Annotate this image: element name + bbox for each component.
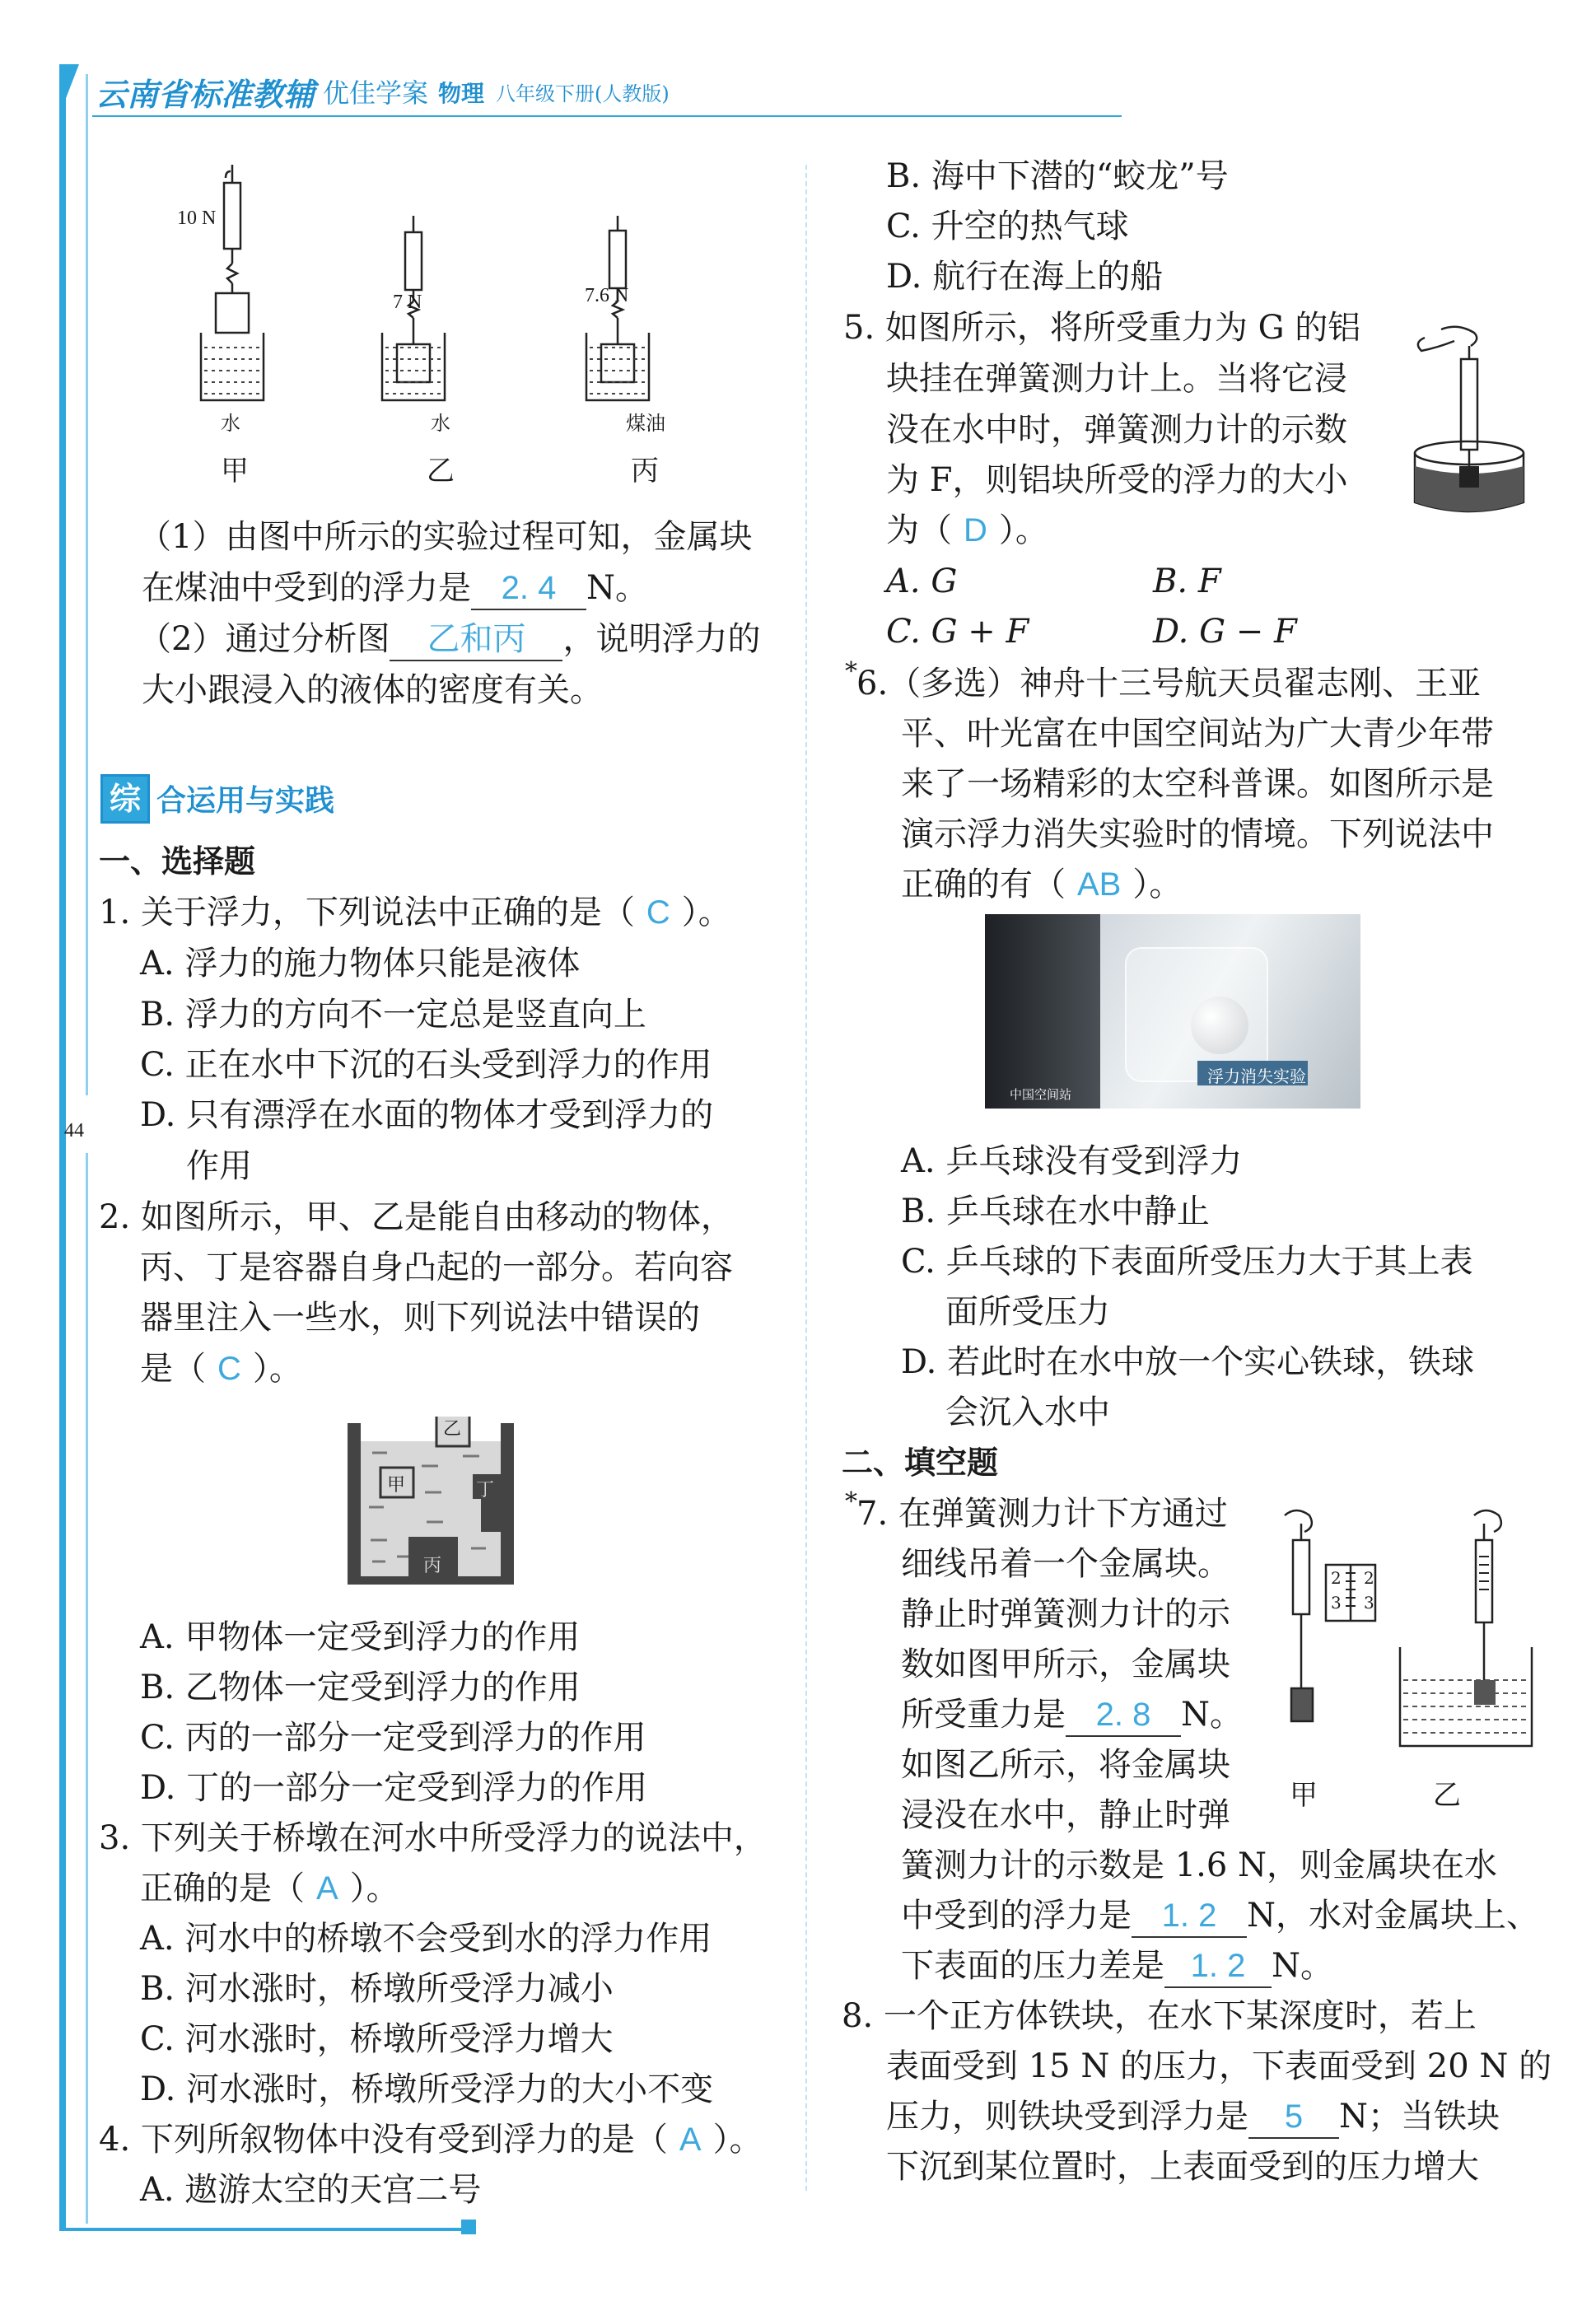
q2-option-d: D. 丁的一部分一定受到浮力的作用: [140, 1769, 648, 1807]
q6-option-b: B. 乒乓球在水中静止: [901, 1193, 1210, 1230]
q2-line-2: 丙、丁是容器自身凸起的一部分。若向容: [140, 1249, 733, 1286]
q1-stem: [99, 888, 731, 938]
q6-line-5-end: ）。: [1132, 866, 1183, 903]
section-title: 合运用与实践: [156, 784, 335, 818]
q-top-line-1: （1）由图中所示的实验过程可知，金属块: [138, 518, 753, 556]
q4-stem: [99, 2115, 763, 2165]
q5-line-5-text: 为（: [886, 511, 952, 549]
q8-line-4: 下沉到某位置时，上表面受到的压力增大: [886, 2148, 1479, 2186]
header-grade: 八年级下册(人教版): [496, 82, 670, 105]
q7-line-2: 细线吊着一个金属块。: [901, 1545, 1230, 1583]
q5-line-5-end: ）。: [998, 511, 1048, 549]
q3-line-2: [140, 1864, 399, 1914]
q4-option-d: D. 航行在海上的船: [886, 258, 1164, 296]
q7-line-3: 静止时弹簧测力计的示: [901, 1595, 1230, 1633]
q7-answer-1: 2. 8: [1066, 1694, 1181, 1737]
q6-line-4: 演示浮力消失实验时的情境。下列说法中: [901, 815, 1494, 853]
q5-line-4: 为 F，则铝块所受的浮力的大小: [886, 461, 1348, 499]
header-brand: 云南省标准教辅: [96, 76, 315, 113]
q5-figure: [1400, 313, 1540, 527]
q3-line-1: 3. 下列关于桥墩在河水中所受浮力的说法中，: [99, 1819, 767, 1857]
q6-line-3: 来了一场精彩的太空科普课。如图所示是: [901, 765, 1494, 803]
q1-stem-text: 1. 关于浮力，下列说法中正确的是（: [99, 894, 635, 931]
q5-line-2: 块挂在弹簧测力计上。当将它浸: [886, 360, 1347, 398]
q6-option-a: A. 乒乓球没有受到浮力: [901, 1142, 1243, 1180]
q6-photo-dark-left: [985, 914, 1100, 1109]
header-series: 优佳学案: [323, 77, 429, 109]
header-flag: [59, 64, 79, 115]
part-1-title: 一、选择题: [99, 843, 256, 880]
left-margin-thin-2: [86, 1153, 88, 2224]
q5-answer: D: [964, 512, 987, 548]
q2-fig-label-ding: 丁: [476, 1480, 495, 1501]
q6-option-d: D. 若此时在水中放一个实心铁球，铁球: [901, 1343, 1475, 1381]
q7-figure: [1268, 1499, 1548, 1762]
q4-option-b: B. 海中下潜的“蛟龙”号: [886, 157, 1229, 195]
q7-scale-mark-3-right: 3: [1364, 1593, 1374, 1613]
q6-option-c-cont: 面所受压力: [945, 1293, 1110, 1331]
q-top-line-2: [142, 563, 648, 614]
q8-line-1: 8. 一个正方体铁块，在水下某深度时，若上: [842, 1997, 1477, 2035]
q5-line-3: 没在水中时，弹簧测力计的示数: [886, 411, 1347, 449]
q2-container-figure: [348, 1417, 514, 1585]
q3-line-2-text: 正确的是（: [140, 1870, 305, 1907]
q6-option-d-cont: 会沉入水中: [945, 1393, 1110, 1431]
figure-spring-scales: [165, 156, 725, 494]
q7-scale-mark-2-right: 2: [1364, 1568, 1374, 1588]
q6-line-5: [901, 860, 1182, 910]
header-subject: 物理: [438, 80, 485, 107]
q6-photo-ball: [1191, 997, 1248, 1054]
q2-line-1: 2. 如图所示，甲、乙是能自由移动的物体，: [99, 1198, 734, 1236]
part-2-title: 二、填空题: [842, 1445, 999, 1481]
header: [59, 64, 1064, 117]
q6-line-5-text: 正确的有（: [901, 866, 1066, 903]
answer-blank-yi-bing: 乙和丙: [390, 619, 562, 661]
liquid-2: 水: [431, 412, 450, 435]
q7-line-4: 数如图甲所示，金属块: [901, 1645, 1230, 1683]
q8-line-2: 表面受到 15 N 的压力，下表面受到 20 N 的: [886, 2047, 1552, 2085]
liquid-3: 煤油: [626, 412, 665, 435]
column-divider: [805, 165, 807, 2191]
q-top-line-3-end: ，说明浮力的: [562, 620, 761, 658]
q1-option-d-cont: 作用: [186, 1147, 252, 1185]
q7-line-8: 簧测力计的示数是 1.6 N，则金属块在水: [901, 1846, 1498, 1884]
q2-answer: C: [217, 1351, 241, 1387]
q7-scale-mark-3-left: 3: [1331, 1593, 1342, 1613]
q1-option-d: D. 只有漂浮在水面的物体才受到浮力的: [140, 1096, 714, 1134]
q-top-line-2-unit: N。: [586, 569, 648, 607]
q-top-line-3-text: （2）通过分析图: [138, 620, 390, 658]
q1-stem-end: ）。: [681, 894, 731, 931]
header-rule: [92, 115, 1122, 117]
label-bing: 丙: [631, 455, 659, 488]
q7-line-5-text: 所受重力是: [901, 1696, 1066, 1734]
q3-answer: A: [316, 1870, 338, 1907]
left-margin-thin: [86, 74, 88, 1095]
q7-line-5-unit: N。: [1181, 1696, 1243, 1734]
q6-line-1: 6.（多选）神舟十三号航天员翟志刚、王亚: [856, 665, 1482, 703]
page-number: 44: [64, 1120, 84, 1141]
liquid-1: 水: [221, 412, 240, 435]
q6-answer: AB: [1077, 866, 1122, 903]
q4-answer: A: [679, 2122, 702, 2158]
q2-option-b: B. 乙物体一定受到浮力的作用: [140, 1669, 581, 1706]
label-yi: 乙: [427, 455, 455, 488]
q8-answer: 5: [1248, 2096, 1339, 2139]
bottom-rule: [59, 2228, 467, 2231]
q7-fig-label-yi: 乙: [1433, 1779, 1461, 1812]
q5-line-1: 5. 如图所示，将所受重力为 G 的铝: [843, 309, 1361, 347]
left-margin-bar: [59, 70, 66, 2228]
q5-line-5: [886, 506, 1048, 556]
q4-option-c: C. 升空的热气球: [886, 208, 1129, 245]
q7-answer-3: 1. 2: [1164, 1945, 1272, 1988]
q7-line-10-unit: N。: [1272, 1947, 1333, 1985]
q7-line-9-end: N，水对金属块上、: [1247, 1897, 1539, 1935]
reading-1: 10 N: [177, 208, 217, 229]
q7-line-7: 浸没在水中，静止时弹: [901, 1796, 1230, 1834]
q2-line-4-end: ）。: [252, 1350, 302, 1388]
label-jia: 甲: [221, 455, 249, 488]
q5-option-a: A. G: [886, 562, 958, 600]
q7-line-9: [901, 1891, 1539, 1941]
q6-photo: [985, 914, 1360, 1109]
q3-line-2-end: ）。: [349, 1870, 399, 1907]
q7-line-10: [901, 1941, 1333, 1991]
q2-option-a: A. 甲物体一定受到浮力的作用: [140, 1618, 581, 1656]
q2-line-4-text: 是（: [140, 1350, 206, 1388]
q2-fig-label-bing: 丙: [423, 1556, 442, 1576]
q7-line-9-text: 中受到的浮力是: [901, 1897, 1132, 1935]
q6-option-c: C. 乒乓球的下表面所受压力大于其上表: [901, 1243, 1473, 1281]
q7-answer-2: 1. 2: [1132, 1895, 1247, 1938]
q1-answer: C: [646, 894, 670, 931]
q-top-line-4: 大小跟浸入的液体的密度有关。: [142, 671, 603, 709]
section-badge: 综: [100, 774, 150, 824]
q1-option-a: A. 浮力的施力物体只能是液体: [140, 945, 581, 983]
q7-line-1: 7. 在弹簧测力计下方通过: [856, 1495, 1228, 1533]
q5-option-d: D. G − F: [1153, 613, 1297, 651]
q8-line-3: [886, 2092, 1500, 2142]
q7-fig-label-jia: 甲: [1290, 1779, 1318, 1812]
q5-option-b: B. F: [1153, 562, 1221, 600]
q8-line-3-text: 压力，则铁块受到浮力是: [886, 2098, 1248, 2136]
q7-line-6: 如图乙所示，将金属块: [901, 1746, 1230, 1784]
q2-fig-label-yi: 乙: [443, 1419, 462, 1440]
q2-fig-label-jia: 甲: [387, 1475, 406, 1496]
bottom-square: [461, 2220, 476, 2234]
q2-line-3: 器里注入一些水，则下列说法中错误的: [140, 1299, 700, 1337]
q7-star: *: [845, 1487, 857, 1516]
q2-line-4: [140, 1344, 302, 1394]
q6-photo-logo: 中国空间站: [1010, 1087, 1072, 1102]
q3-option-d: D. 河水涨时，桥墩所受浮力的大小不变: [140, 2070, 714, 2108]
q4-option-a: A. 遨游太空的天宫二号: [140, 2171, 482, 2209]
q6-star: *: [845, 657, 857, 686]
q5-option-c: C. G + F: [886, 613, 1029, 651]
q3-option-c: C. 河水涨时，桥墩所受浮力增大: [140, 2020, 614, 2058]
q4-stem-text: 4. 下列所叙物体中没有受到浮力的是（: [99, 2121, 668, 2159]
q7-scale-mark-2-left: 2: [1331, 1568, 1342, 1588]
q7-line-5: [901, 1690, 1243, 1740]
answer-blank-2-4: 2. 4: [471, 567, 586, 610]
q6-line-2: 平、叶光富在中国空间站为广大青少年带: [901, 715, 1494, 753]
reading-2: 7 N: [393, 292, 422, 313]
q3-option-b: B. 河水涨时，桥墩所受浮力减小: [140, 1970, 614, 2008]
q2-option-c: C. 丙的一部分一定受到浮力的作用: [140, 1719, 646, 1757]
reading-3: 7.6 N: [585, 285, 629, 306]
q-top-line-3: [138, 614, 760, 665]
q1-option-b: B. 浮力的方向不一定总是竖直向上: [140, 996, 646, 1034]
q8-line-3-end: N；当铁块: [1339, 2098, 1500, 2136]
q6-photo-caption: 浮力消失实验: [1207, 1067, 1306, 1086]
q3-option-a: A. 河水中的桥墩不会受到水的浮力作用: [140, 1920, 712, 1958]
q4-stem-end: ）。: [712, 2121, 763, 2159]
q7-line-10-text: 下表面的压力差是: [901, 1947, 1164, 1985]
q-top-line-2-text: 在煤油中受到的浮力是: [142, 569, 471, 607]
q1-option-c: C. 正在水中下沉的石头受到浮力的作用: [140, 1046, 712, 1084]
